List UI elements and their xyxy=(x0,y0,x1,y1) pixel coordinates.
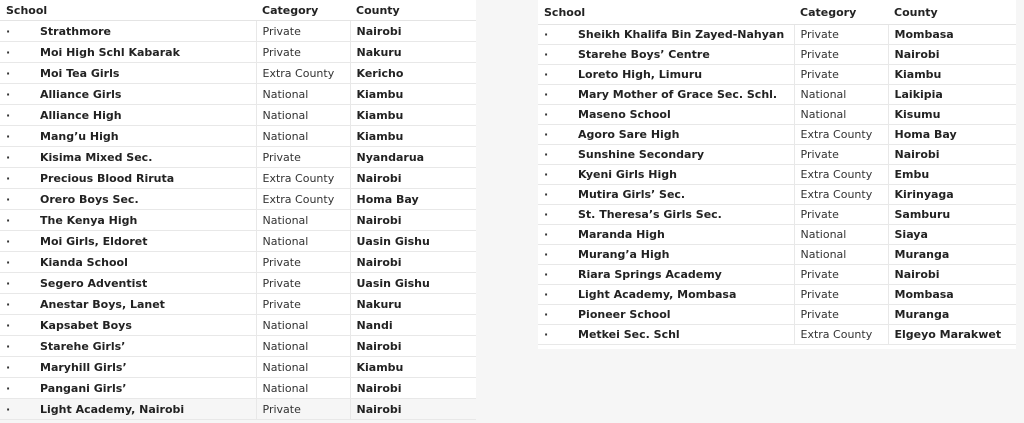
table-row xyxy=(0,105,476,126)
county-cell: Homa Bay xyxy=(350,189,476,210)
category-cell: Private xyxy=(256,294,350,315)
school-name: Mang’u High xyxy=(40,129,119,143)
school-name: Moi Girls, Eldoret xyxy=(40,234,148,248)
table-row xyxy=(538,285,1016,305)
school-name: The Kenya High xyxy=(40,213,138,227)
category-cell: Private xyxy=(256,21,350,42)
category-cell: National xyxy=(256,315,350,336)
table-row xyxy=(538,125,1016,145)
bullet-icon: · xyxy=(544,28,549,41)
school-cell xyxy=(538,245,794,265)
school-name: Segero Adventist xyxy=(40,276,148,290)
county-cell: Mombasa xyxy=(888,25,1016,45)
school-cell xyxy=(538,325,794,345)
school-cell xyxy=(0,21,256,42)
bullet-icon: · xyxy=(544,128,549,141)
table-row xyxy=(0,336,476,357)
school-name: Kisima Mixed Sec. xyxy=(40,150,153,164)
school-name: Kapsabet Boys xyxy=(40,318,132,332)
category-cell: Private xyxy=(794,205,888,225)
school-name: Anestar Boys, Lanet xyxy=(40,297,165,311)
bullet-icon: · xyxy=(6,381,11,395)
category-cell: National xyxy=(794,105,888,125)
school-cell xyxy=(0,252,256,273)
category-cell: National xyxy=(794,245,888,265)
school-column-header: School xyxy=(0,0,256,21)
table-row xyxy=(0,399,476,420)
bullet-icon: · xyxy=(6,129,11,143)
table-row xyxy=(538,105,1016,125)
category-cell: Extra County xyxy=(794,325,888,345)
school-name: Starehe Boys’ Centre xyxy=(578,48,710,61)
category-cell: Private xyxy=(794,25,888,45)
table-row xyxy=(0,63,476,84)
school-name: Precious Blood Riruta xyxy=(40,171,175,185)
county-cell: Kiambu xyxy=(350,126,476,147)
category-cell: Extra County xyxy=(256,168,350,189)
table-row xyxy=(0,189,476,210)
school-name: Loreto High, Limuru xyxy=(578,68,703,81)
county-cell: Elgeyo Marakwet xyxy=(888,325,1016,345)
category-cell: National xyxy=(256,357,350,378)
bullet-icon: · xyxy=(6,66,11,80)
county-cell: Nairobi xyxy=(350,252,476,273)
category-cell: National xyxy=(256,84,350,105)
bullet-icon: · xyxy=(544,148,549,161)
left-schools-table-panel xyxy=(0,0,476,416)
school-cell xyxy=(0,273,256,294)
school-name: Alliance Girls xyxy=(40,87,122,101)
bullet-icon: · xyxy=(544,268,549,281)
bullet-icon: · xyxy=(544,68,549,81)
bullet-icon: · xyxy=(6,108,11,122)
school-name: Strathmore xyxy=(40,24,112,38)
table-row xyxy=(538,305,1016,325)
school-cell xyxy=(0,210,256,231)
school-cell xyxy=(538,165,794,185)
category-cell: Extra County xyxy=(256,189,350,210)
school-cell xyxy=(0,168,256,189)
school-name: Starehe Girls’ xyxy=(40,339,126,353)
bullet-icon: · xyxy=(6,234,11,248)
county-cell: Nairobi xyxy=(350,21,476,42)
category-cell: National xyxy=(794,85,888,105)
school-name: Maryhill Girls’ xyxy=(40,360,127,374)
school-cell xyxy=(0,147,256,168)
school-name: Murang’a High xyxy=(578,248,670,261)
county-cell: Nairobi xyxy=(350,210,476,231)
county-cell: Nairobi xyxy=(350,378,476,399)
table-row xyxy=(0,147,476,168)
school-name: Riara Springs Academy xyxy=(578,268,722,281)
category-cell: National xyxy=(256,231,350,252)
table-row xyxy=(0,21,476,42)
school-cell xyxy=(0,399,256,420)
category-cell: National xyxy=(256,378,350,399)
table-row xyxy=(0,84,476,105)
school-cell xyxy=(0,84,256,105)
school-cell xyxy=(0,126,256,147)
category-cell: National xyxy=(256,105,350,126)
bullet-icon: · xyxy=(544,168,549,181)
county-cell: Homa Bay xyxy=(888,125,1016,145)
table-row xyxy=(0,231,476,252)
bullet-icon: · xyxy=(6,24,11,38)
bullet-icon: · xyxy=(544,308,549,321)
county-cell: Nairobi xyxy=(350,399,476,420)
school-cell xyxy=(538,105,794,125)
category-cell: National xyxy=(794,225,888,245)
school-name: Alliance High xyxy=(40,108,122,122)
county-cell: Kiambu xyxy=(350,105,476,126)
county-cell: Laikipia xyxy=(888,85,1016,105)
school-cell xyxy=(0,357,256,378)
bullet-icon: · xyxy=(6,360,11,374)
table-row xyxy=(0,252,476,273)
school-name: Light Academy, Nairobi xyxy=(40,402,185,416)
school-name: Light Academy, Mombasa xyxy=(578,288,737,301)
category-cell: Private xyxy=(794,305,888,325)
school-name: Mary Mother of Grace Sec. Schl. xyxy=(578,88,778,101)
table-row xyxy=(0,126,476,147)
table-row xyxy=(0,315,476,336)
school-cell xyxy=(538,25,794,45)
schools-table-right xyxy=(538,0,1016,345)
school-name: Pangani Girls’ xyxy=(40,381,127,395)
school-name: Pioneer School xyxy=(578,308,671,321)
county-cell: Kirinyaga xyxy=(888,185,1016,205)
table-header xyxy=(538,0,1016,25)
county-cell: Nakuru xyxy=(350,294,476,315)
school-name: Mutira Girls’ Sec. xyxy=(578,188,686,201)
school-cell xyxy=(538,205,794,225)
table-body xyxy=(0,21,476,420)
table-row xyxy=(538,245,1016,265)
county-cell: Nairobi xyxy=(888,265,1016,285)
school-cell xyxy=(0,315,256,336)
school-cell xyxy=(0,294,256,315)
school-name: Kyeni Girls High xyxy=(578,168,677,181)
category-cell: Private xyxy=(256,42,350,63)
school-name: Orero Boys Sec. xyxy=(40,192,139,206)
school-cell xyxy=(0,105,256,126)
bullet-icon: · xyxy=(6,87,11,101)
school-cell xyxy=(0,378,256,399)
county-cell: Nairobi xyxy=(350,168,476,189)
bullet-icon: · xyxy=(6,45,11,59)
bullet-icon: · xyxy=(6,339,11,353)
school-cell xyxy=(0,231,256,252)
county-cell: Nairobi xyxy=(888,45,1016,65)
school-cell xyxy=(538,125,794,145)
bullet-icon: · xyxy=(6,255,11,269)
table-body xyxy=(538,25,1016,345)
table-row xyxy=(538,85,1016,105)
table-row xyxy=(538,205,1016,225)
county-cell: Muranga xyxy=(888,245,1016,265)
bullet-icon: · xyxy=(6,297,11,311)
header-row xyxy=(538,0,1016,25)
category-cell: Private xyxy=(794,65,888,85)
table-row xyxy=(0,378,476,399)
category-cell: Private xyxy=(794,285,888,305)
category-cell: Extra County xyxy=(794,125,888,145)
bullet-icon: · xyxy=(544,48,549,61)
bullet-icon: · xyxy=(544,328,549,341)
table-row xyxy=(538,265,1016,285)
category-cell: Private xyxy=(794,145,888,165)
table-row xyxy=(538,325,1016,345)
school-name: Sheikh Khalifa Bin Zayed-Nahyan xyxy=(578,28,785,41)
county-cell: Kiambu xyxy=(350,84,476,105)
school-cell xyxy=(538,185,794,205)
county-cell: Samburu xyxy=(888,205,1016,225)
bullet-icon: · xyxy=(6,171,11,185)
school-cell xyxy=(0,336,256,357)
bullet-icon: · xyxy=(544,188,549,201)
category-cell: Private xyxy=(256,147,350,168)
table-row xyxy=(538,25,1016,45)
bullet-icon: · xyxy=(6,150,11,164)
category-cell: Private xyxy=(256,273,350,294)
category-cell: Private xyxy=(256,399,350,420)
school-name: Metkei Sec. Schl xyxy=(578,328,680,341)
category-cell: Private xyxy=(256,252,350,273)
school-name: Maranda High xyxy=(578,228,665,241)
county-cell: Nairobi xyxy=(888,145,1016,165)
school-cell xyxy=(538,145,794,165)
bullet-icon: · xyxy=(544,208,549,221)
school-cell xyxy=(538,305,794,325)
school-cell xyxy=(538,265,794,285)
school-cell xyxy=(538,225,794,245)
school-column-header: School xyxy=(538,0,794,25)
table-row xyxy=(0,210,476,231)
county-cell: Nairobi xyxy=(350,336,476,357)
bullet-icon: · xyxy=(544,288,549,301)
county-cell: Nandi xyxy=(350,315,476,336)
table-row xyxy=(0,168,476,189)
school-cell xyxy=(0,42,256,63)
bullet-icon: · xyxy=(544,108,549,121)
school-name: Moi High Schl Kabarak xyxy=(40,45,180,59)
category-cell: Private xyxy=(794,265,888,285)
school-cell xyxy=(0,63,256,84)
county-cell: Uasin Gishu xyxy=(350,231,476,252)
category-cell: Extra County xyxy=(794,185,888,205)
category-cell: National xyxy=(256,126,350,147)
table-row xyxy=(538,145,1016,165)
table-row xyxy=(538,165,1016,185)
school-cell xyxy=(538,85,794,105)
school-cell xyxy=(538,65,794,85)
bullet-icon: · xyxy=(6,276,11,290)
county-cell: Mombasa xyxy=(888,285,1016,305)
bullet-icon: · xyxy=(544,228,549,241)
county-cell: Uasin Gishu xyxy=(350,273,476,294)
category-cell: Private xyxy=(794,45,888,65)
bullet-icon: · xyxy=(6,402,11,416)
category-column-header: Category xyxy=(256,0,350,21)
county-cell: Siaya xyxy=(888,225,1016,245)
county-column-header: County xyxy=(350,0,476,21)
school-name: Maseno School xyxy=(578,108,671,121)
bullet-icon: · xyxy=(6,318,11,332)
bullet-icon: · xyxy=(6,213,11,227)
table-row xyxy=(538,65,1016,85)
school-name: Sunshine Secondary xyxy=(578,148,705,161)
table-row xyxy=(0,294,476,315)
table-row xyxy=(0,273,476,294)
table-header xyxy=(0,0,476,21)
bullet-icon: · xyxy=(6,192,11,206)
county-cell: Embu xyxy=(888,165,1016,185)
schools-table-left xyxy=(0,0,476,420)
category-cell: Extra County xyxy=(256,63,350,84)
category-cell: National xyxy=(256,336,350,357)
county-cell: Kericho xyxy=(350,63,476,84)
table-row xyxy=(538,45,1016,65)
table-row xyxy=(538,225,1016,245)
header-row xyxy=(0,0,476,21)
school-name: St. Theresa’s Girls Sec. xyxy=(578,208,722,221)
school-cell xyxy=(538,285,794,305)
county-cell: Nakuru xyxy=(350,42,476,63)
county-cell: Muranga xyxy=(888,305,1016,325)
school-name: Agoro Sare High xyxy=(578,128,680,141)
right-schools-table-panel xyxy=(538,0,1016,349)
table-row xyxy=(0,42,476,63)
school-name: Moi Tea Girls xyxy=(40,66,120,80)
county-cell: Nyandarua xyxy=(350,147,476,168)
county-column-header: County xyxy=(888,0,1016,25)
category-column-header: Category xyxy=(794,0,888,25)
category-cell: National xyxy=(256,210,350,231)
table-row xyxy=(0,357,476,378)
county-cell: Kisumu xyxy=(888,105,1016,125)
table-row xyxy=(538,185,1016,205)
school-cell xyxy=(538,45,794,65)
school-cell xyxy=(0,189,256,210)
county-cell: Kiambu xyxy=(888,65,1016,85)
bullet-icon: · xyxy=(544,248,549,261)
bullet-icon: · xyxy=(544,88,549,101)
category-cell: Extra County xyxy=(794,165,888,185)
school-name: Kianda School xyxy=(40,255,128,269)
county-cell: Kiambu xyxy=(350,357,476,378)
